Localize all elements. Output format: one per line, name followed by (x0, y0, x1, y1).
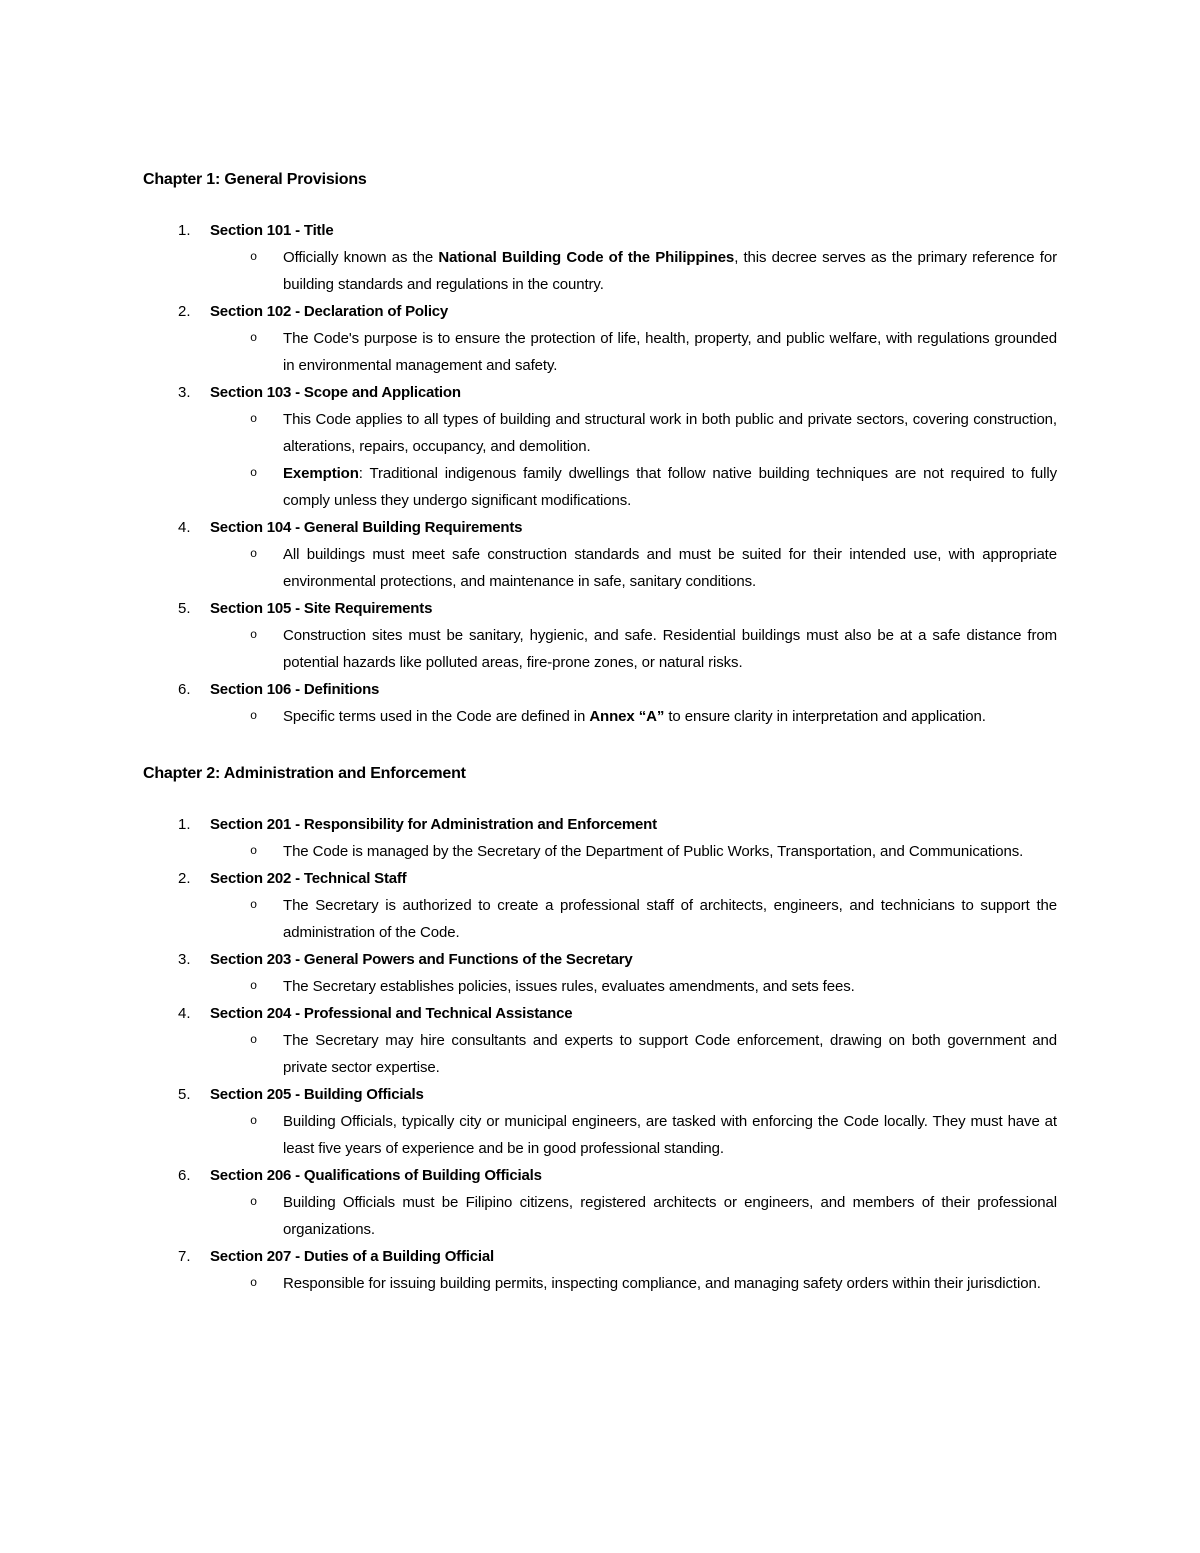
bullet-circle-marker: o (250, 979, 258, 993)
section-item-heading (143, 1243, 1057, 1270)
bullet-paragraph (283, 838, 1057, 865)
bold-text-run: National Building Code of the Philippines (438, 249, 735, 266)
section-title: Section 204 - Professional and Technical Assistance (210, 1005, 573, 1022)
section-title: Section 101 - Title (210, 222, 334, 239)
text-run: This Code applies to all types of building and structural work in both public and private sectors, covering construction, alterations, repairs, occupancy, and demolition. (283, 411, 1057, 455)
bullet-paragraph (283, 244, 1057, 298)
section-item-heading (143, 946, 1057, 973)
bullet-paragraph (283, 406, 1057, 460)
text-run: The Secretary may hire consultants and experts to support Code enforcement, drawing on both government and private sector expertise. (283, 1032, 1057, 1076)
section-title: Section 106 - Definitions (210, 681, 380, 698)
section-title: Section 201 - Responsibility for Administration and Enforcement (210, 816, 657, 833)
section-item-heading (143, 379, 1057, 406)
bullet-circle-marker: o (250, 709, 258, 723)
text-run: The Secretary is authorized to create a professional staff of architects, engineers, and technicians to support the administration of the Code. (283, 897, 1057, 941)
bullet-paragraph (283, 622, 1057, 676)
bullet-paragraph (283, 460, 1057, 514)
chapter-heading: Chapter 2: Administration and Enforcement (143, 765, 466, 782)
bullet-item (250, 1270, 1057, 1297)
section-item-heading (143, 1081, 1057, 1108)
section-number: 3. (178, 384, 191, 401)
bullet-circle-marker: o (250, 1276, 258, 1290)
text-run: Building Officials must be Filipino citizens, registered architects or engineers, and members of their professional organizations. (283, 1194, 1057, 1238)
section-number: 2. (178, 870, 191, 887)
bullet-paragraph (283, 1108, 1057, 1162)
bullet-circle-marker: o (250, 628, 258, 642)
text-run: The Secretary establishes policies, issues rules, evaluates amendments, and sets fees. (283, 978, 855, 995)
section-item-heading (143, 1000, 1057, 1027)
section-item-heading (143, 298, 1057, 325)
text-run: to ensure clarity in interpretation and application. (664, 708, 986, 725)
bullet-paragraph (283, 541, 1057, 595)
section-number: 4. (178, 519, 191, 536)
section-item-heading (143, 865, 1057, 892)
bullet-item (250, 973, 1057, 1000)
bullet-item (250, 1189, 1057, 1243)
bullet-paragraph (283, 1027, 1057, 1081)
section-list (143, 217, 1057, 730)
section-title: Section 103 - Scope and Application (210, 384, 461, 401)
section-number: 6. (178, 1167, 191, 1184)
section-number: 4. (178, 1005, 191, 1022)
bullet-circle-marker: o (250, 898, 258, 912)
section-title: Section 202 - Technical Staff (210, 870, 407, 887)
bullet-circle-marker: o (250, 1114, 258, 1128)
section-list (143, 811, 1057, 1297)
section-item-heading (143, 595, 1057, 622)
section-item-heading (143, 514, 1057, 541)
bullet-circle-marker: o (250, 547, 258, 561)
section-item-heading (143, 811, 1057, 838)
text-run: Specific terms used in the Code are defined in (283, 708, 590, 725)
section-number: 3. (178, 951, 191, 968)
bullet-circle-marker: o (250, 844, 258, 858)
section-title: Section 104 - General Building Requirements (210, 519, 523, 536)
bullet-circle-marker: o (250, 331, 258, 345)
bullet-item (250, 541, 1057, 595)
text-run: Responsible for issuing building permits, inspecting compliance, and managing safety orders within their jurisdiction. (283, 1275, 1041, 1292)
bullet-paragraph (283, 1270, 1057, 1297)
section-title: Section 102 - Declaration of Policy (210, 303, 449, 320)
section-number: 1. (178, 222, 191, 239)
bullet-item (250, 838, 1057, 865)
bullet-paragraph (283, 325, 1057, 379)
section-title: Section 206 - Qualifications of Building Officials (210, 1167, 542, 1184)
bullet-paragraph (283, 703, 1057, 730)
section-title: Section 207 - Duties of a Building Official (210, 1248, 494, 1265)
bold-text-run: Exemption (283, 465, 359, 482)
section-number: 5. (178, 600, 191, 617)
section-title: Section 205 - Building Officials (210, 1086, 424, 1103)
bullet-item (250, 460, 1057, 514)
bullet-circle-marker: o (250, 466, 258, 480)
section-number: 6. (178, 681, 191, 698)
bullet-item (250, 622, 1057, 676)
bullet-item (250, 1027, 1057, 1081)
section-item-heading (143, 217, 1057, 244)
text-run: : Traditional indigenous family dwellings that follow native building techniques are not required to fully comply unless they undergo significant modifications. (283, 465, 1057, 509)
bullet-item (250, 325, 1057, 379)
section-number: 1. (178, 816, 191, 833)
bullet-circle-marker: o (250, 1195, 258, 1209)
section-item-heading (143, 1162, 1057, 1189)
section-item-heading (143, 676, 1057, 703)
section-number: 2. (178, 303, 191, 320)
text-run: The Code is managed by the Secretary of the Department of Public Works, Transportation, and Communications. (283, 843, 1024, 860)
bullet-item (250, 1108, 1057, 1162)
text-run: All buildings must meet safe construction standards and must be suited for their intended use, with appropriate environmental protections, and maintenance in safe, sanitary conditions. (283, 546, 1057, 590)
bullet-paragraph (283, 1189, 1057, 1243)
chapter-heading: Chapter 1: General Provisions (143, 171, 367, 188)
bullet-item (250, 244, 1057, 298)
text-run: The Code's purpose is to ensure the protection of life, health, property, and public welfare, with regulations grounded in environmental management and safety. (283, 330, 1057, 374)
section-number: 5. (178, 1086, 191, 1103)
bullet-item (250, 892, 1057, 946)
section-number: 7. (178, 1248, 191, 1265)
text-run: Construction sites must be sanitary, hygienic, and safe. Residential buildings must also be at a safe distance from potential hazards like polluted areas, fire-prone zones, or natural risks. (283, 627, 1057, 671)
bold-text-run: Annex “A” (589, 708, 665, 725)
bullet-circle-marker: o (250, 412, 258, 426)
bullet-paragraph (283, 973, 1057, 1000)
section-title: Section 105 - Site Requirements (210, 600, 433, 617)
text-run: Officially known as the (283, 249, 439, 266)
section-title: Section 203 - General Powers and Functions of the Secretary (210, 951, 633, 968)
bullet-circle-marker: o (250, 1033, 258, 1047)
bullet-circle-marker: o (250, 250, 258, 264)
document-body (143, 166, 1057, 1297)
bullet-paragraph (283, 892, 1057, 946)
bullet-item (250, 703, 1057, 730)
bullet-item (250, 406, 1057, 460)
text-run: Building Officials, typically city or municipal engineers, are tasked with enforcing the Code locally. They must have at least five years of experience and be in good professional standing. (283, 1113, 1057, 1157)
text-run: , this decree serves as the primary reference for building standards and regulations in the country. (283, 249, 1057, 293)
